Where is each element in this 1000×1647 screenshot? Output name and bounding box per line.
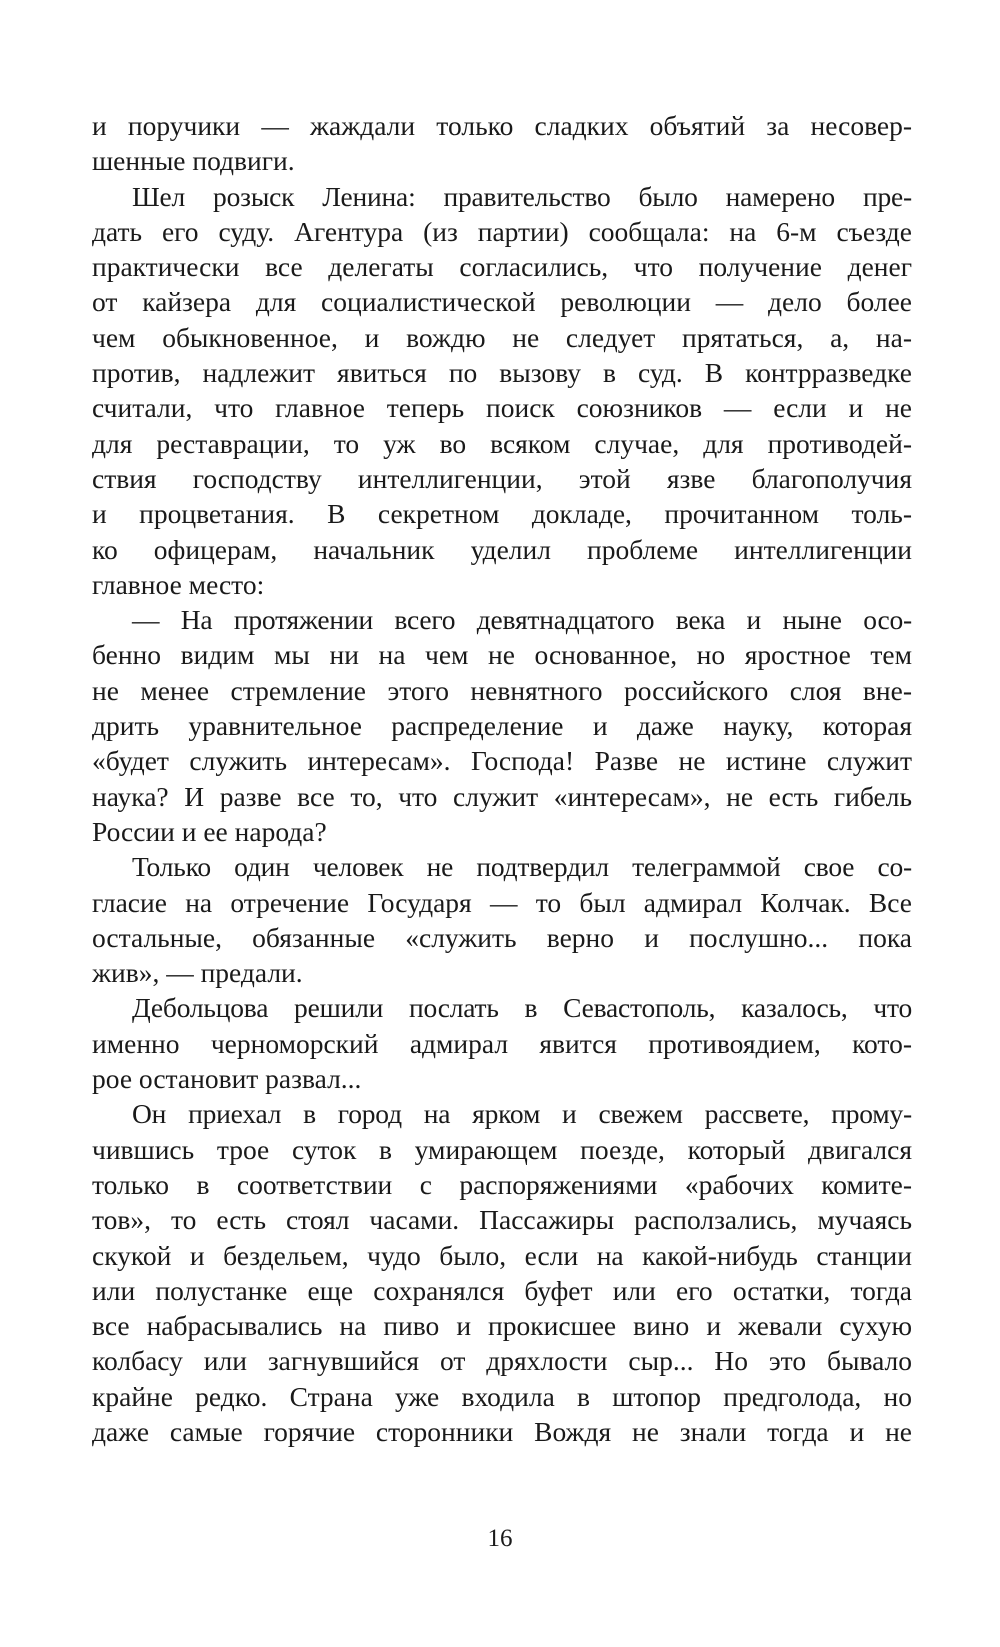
text-line: тов», то есть стоял часами. Пассажиры расползались, мучаясь (92, 1204, 912, 1236)
text-line: Шел розыск Ленина: правительство было намерено пре- (132, 180, 912, 212)
text-line: не менее стремление этого невнятного российского слоя вне- (92, 674, 912, 706)
text-line: дать его суду. Агентура (из партии) сообщала: на 6-м съезде (92, 215, 912, 247)
text-line: именно черноморский адмирал явится противоядием, кото- (92, 1027, 912, 1059)
text-line: наука? И разве все то, что служит «интересам», не есть гибель (92, 780, 912, 812)
text-line: или полустанке еще сохранялся буфет или его остатки, тогда (92, 1274, 912, 1306)
text-line: жив», — предали. (92, 957, 303, 989)
text-line: остальные, обязанные «служить верно и послушно... пока (92, 921, 912, 953)
text-line: рое остановит развал... (92, 1063, 362, 1095)
text-line: колбасу или загнувшийся от дряхлости сыр... Но это бывало (92, 1345, 912, 1377)
text-line: гласие на отречение Государя — то был адмирал Колчак. Все (92, 886, 912, 918)
text-line: считали, что главное теперь поиск союзников — если и не (92, 392, 912, 424)
text-line: шенные подвиги. (92, 145, 295, 177)
text-line: Он приехал в город на ярком и свежем рассвете, прому- (132, 1098, 912, 1130)
text-line: Только один человек не подтвердил телеграммой свое со- (132, 851, 912, 883)
text-line: и процветания. В секретном докладе, прочитанном толь- (92, 498, 912, 530)
text-line: дрить уравнительное распределение и даже науку, которая (92, 710, 912, 742)
body-text (92, 108, 912, 1449)
text-line: и поручики — жаждали только сладких объятий за несовер- (92, 110, 912, 141)
page-number: 16 (487, 1525, 513, 1552)
text-line: против, надлежит явиться по вызову в суд. В контрразведке (92, 357, 912, 389)
text-line: крайне редко. Страна уже входила в штопор предголода, но (92, 1380, 912, 1412)
text-line: практически все делегаты согласились, что получение денег (92, 251, 912, 283)
text-line: — На протяжении всего девятнадцатого века и ныне осо- (132, 604, 912, 636)
text-line: Дебольцова решили послать в Севастополь, казалось, что (132, 992, 912, 1024)
text-line: чем обыкновенное, и вождю не следует прятаться, а, на- (92, 321, 912, 353)
text-line: ствия господству интеллигенции, этой язве благополучия (92, 462, 912, 494)
text-line: для реставрации, то уж во всяком случае, для противодей- (92, 427, 912, 459)
text-line: все набрасывались на пиво и прокисшее вино и жевали сухую (92, 1310, 912, 1342)
text-line: скукой и бездельем, чудо было, если на какой-нибудь станции (92, 1239, 912, 1271)
text-line: от кайзера для социалистической революции — дело более (92, 286, 912, 318)
text-line: «будет служить интересам». Господа! Разве не истине служит (92, 745, 912, 777)
text-line: чившись трое суток в умирающем поезде, который двигался (92, 1133, 912, 1165)
text-line: бенно видим мы ни на чем не основанное, но яростное тем (92, 639, 912, 671)
text-line: России и ее народа? (92, 815, 327, 847)
text-line: главное место: (92, 568, 265, 600)
text-line: только в соответствии с распоряжениями «рабочих комите- (92, 1168, 912, 1200)
text-line: ко офицерам, начальник уделил проблеме интеллигенции (92, 533, 912, 565)
text-line: даже самые горячие сторонники Вождя не знали тогда и не (92, 1415, 912, 1447)
